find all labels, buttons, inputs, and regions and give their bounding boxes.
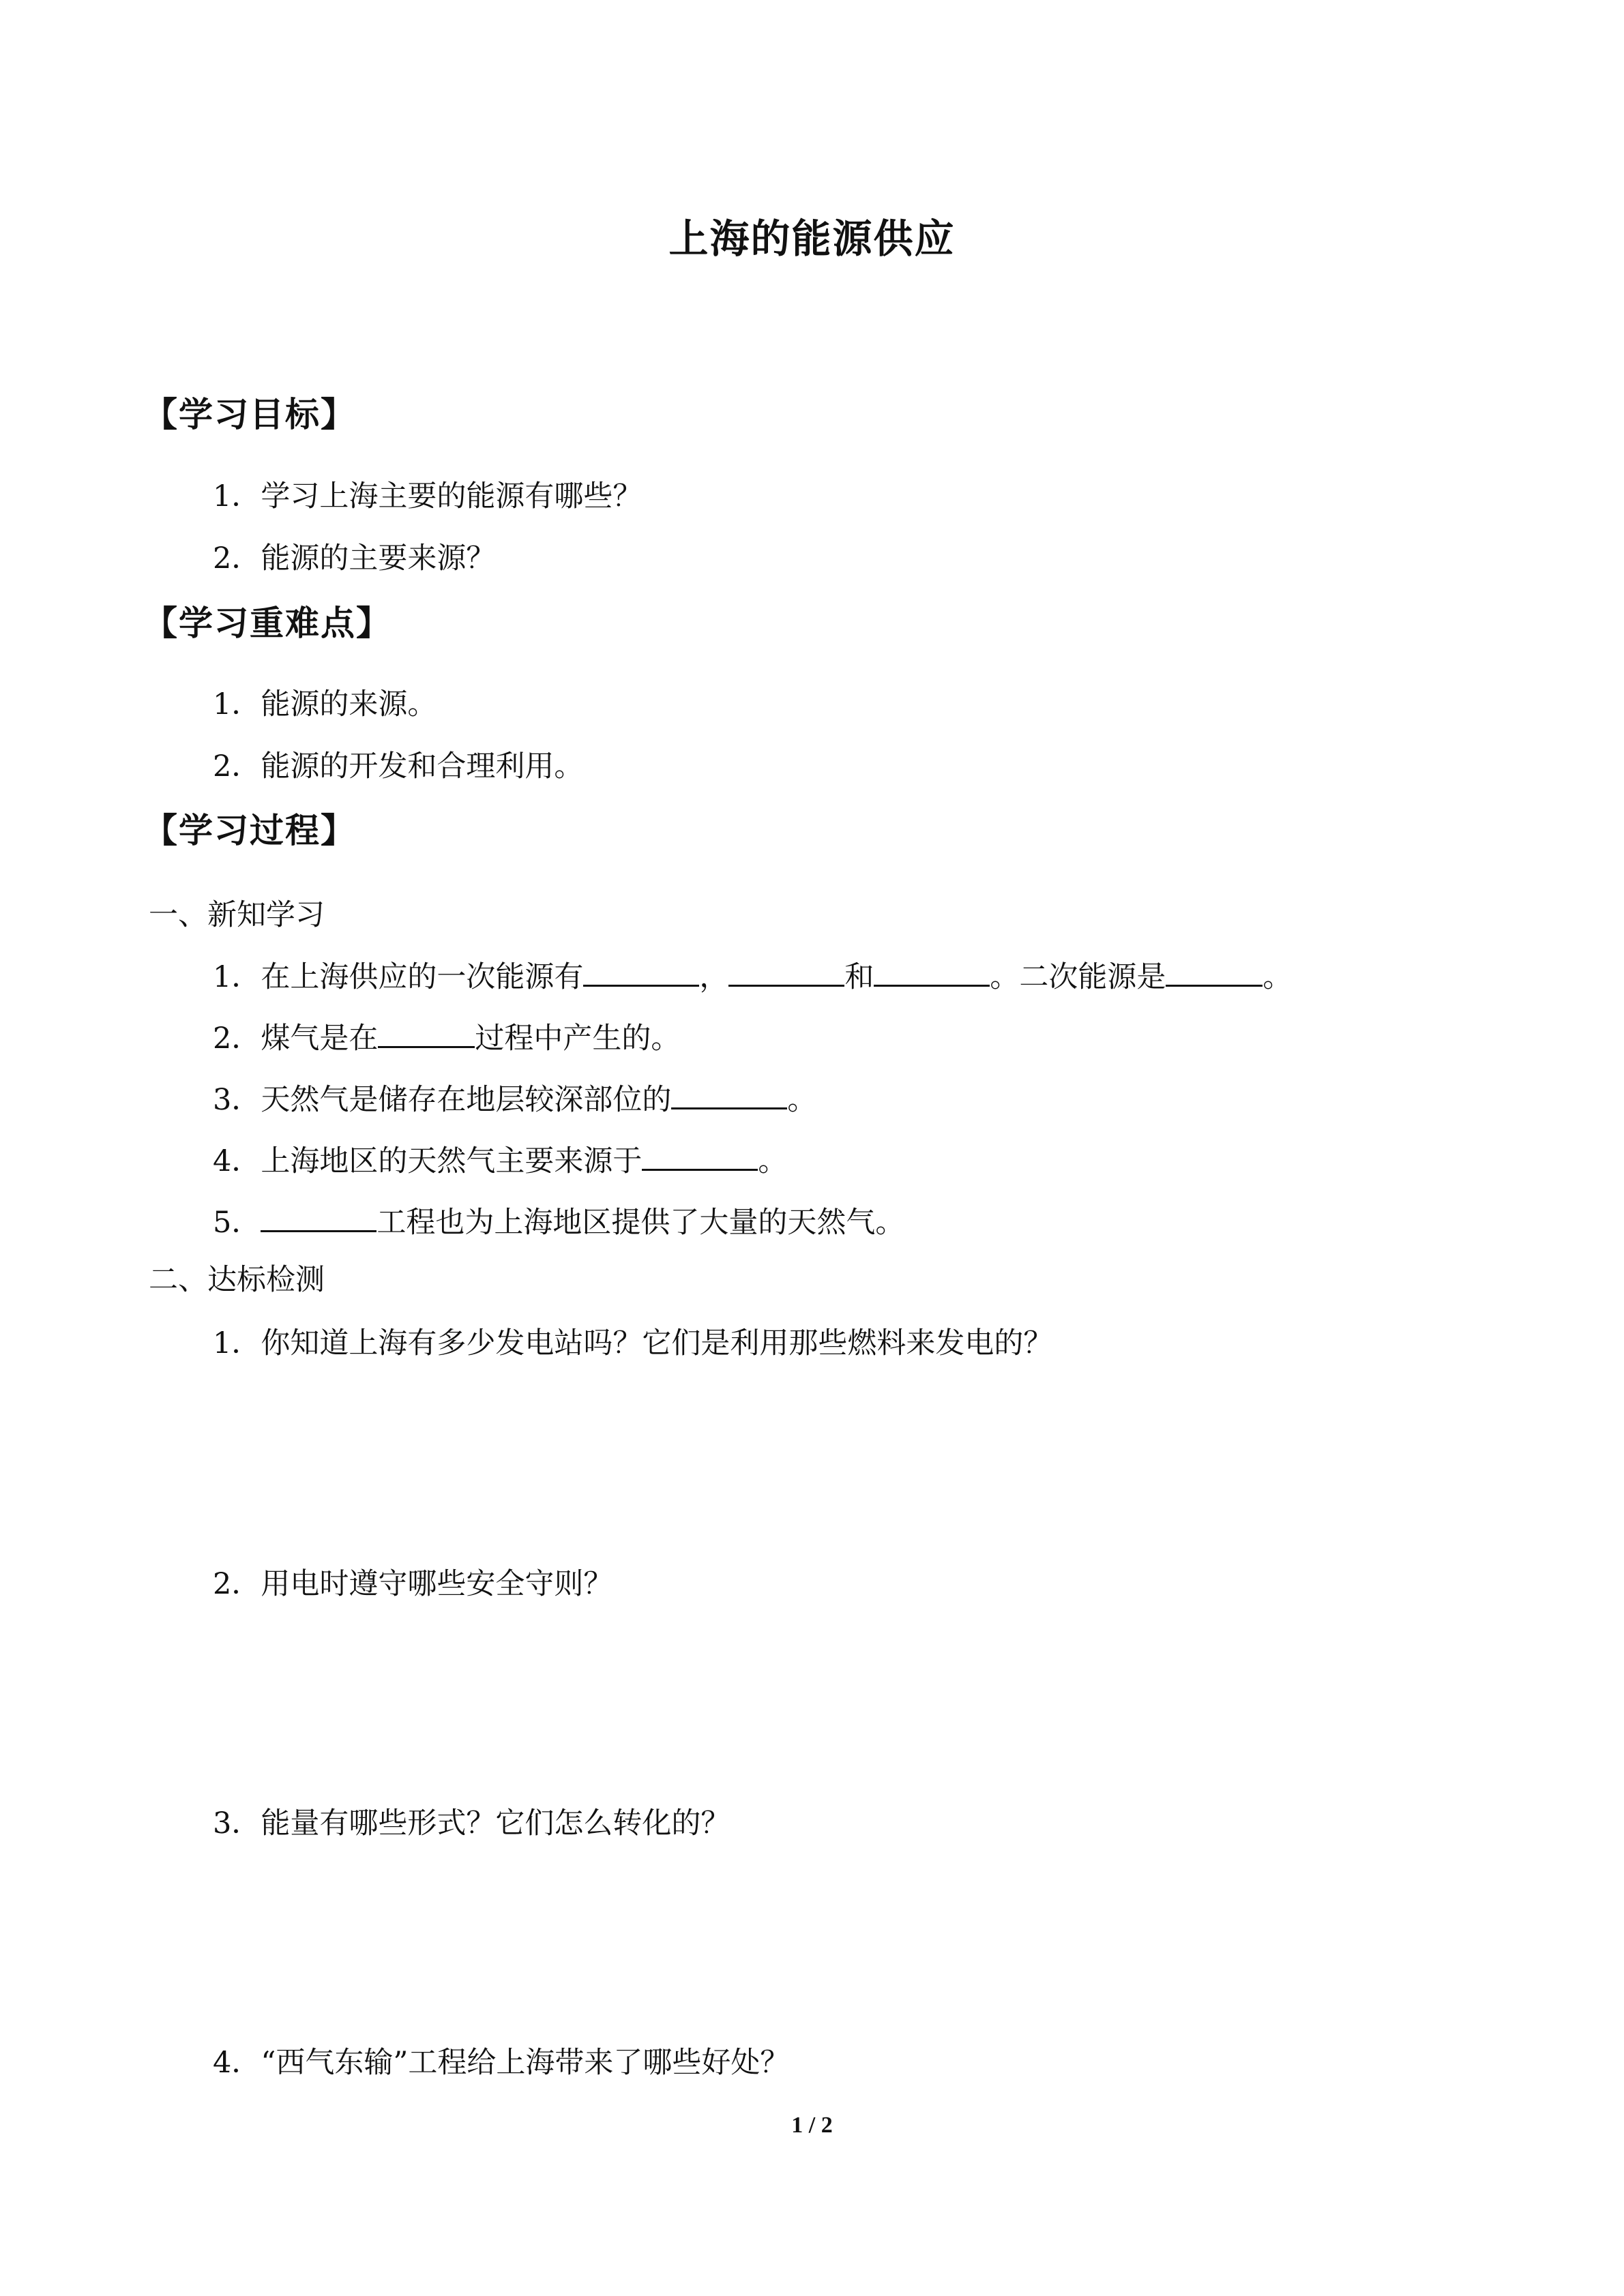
objective-item-1: 1．学习上海主要的能源有哪些？ <box>213 479 643 513</box>
answer-blank[interactable] <box>642 1139 758 1171</box>
fill-question-5-tail: 工程也为上海地区提供了大量的天然气。 <box>377 1206 905 1240</box>
fill-question-1 <box>213 955 1292 998</box>
separator-text: 。 <box>1263 960 1293 994</box>
fill-question-5-text: 5． <box>213 1206 261 1240</box>
key-point-item-1: 1．能源的来源。 <box>213 687 437 721</box>
fill-question-1-text: 1．在上海供应的一次能源有 <box>213 960 584 994</box>
answer-blank[interactable] <box>671 1077 787 1109</box>
fill-question-3-tail: 。 <box>787 1083 817 1117</box>
separator-text: ， <box>699 960 729 994</box>
fill-question-2-text: 2．煤气是在 <box>213 1022 379 1056</box>
fill-question-2 <box>213 1016 680 1059</box>
objectives-heading: 【学习目标】 <box>143 394 356 434</box>
fill-question-2-tail: 过程中产生的。 <box>475 1022 681 1056</box>
process-heading: 【学习过程】 <box>143 810 356 850</box>
answer-blank[interactable] <box>728 955 844 987</box>
fill-question-4-text: 4．上海地区的天然气主要来源于 <box>213 1144 643 1178</box>
answer-blank[interactable] <box>261 1200 377 1232</box>
assessment-question-2: 2．用电时遵守哪些安全守则？ <box>213 1567 613 1601</box>
key-points-heading: 【学习重难点】 <box>143 603 392 643</box>
answer-blank[interactable] <box>874 955 990 987</box>
fill-question-4-tail: 。 <box>758 1144 788 1178</box>
objective-item-2: 2．能源的主要来源？ <box>213 541 496 576</box>
answer-blank[interactable] <box>378 1016 475 1048</box>
document-title: 上海的能源供应 <box>668 215 956 262</box>
assessment-question-4: 4．“西气东输”工程给上海带来了哪些好处？ <box>213 2046 790 2080</box>
fill-question-5 <box>213 1200 904 1243</box>
page-number: 1 / 2 <box>791 2113 833 2138</box>
assessment-question-1: 1．你知道上海有多少发电站吗？它们是利用那些燃料来发电的？ <box>213 1326 1053 1360</box>
fill-question-3 <box>213 1077 816 1120</box>
key-point-item-2: 2．能源的开发和合理利用。 <box>213 749 584 784</box>
answer-blank[interactable] <box>1166 955 1263 987</box>
assessment-heading: 二、达标检测 <box>149 1263 325 1297</box>
answer-blank[interactable] <box>583 955 699 987</box>
assessment-question-3: 3．能量有哪些形式？它们怎么转化的？ <box>213 1806 730 1840</box>
new-knowledge-heading: 一、新知学习 <box>149 898 325 932</box>
separator-text: 和 <box>844 960 874 994</box>
fill-question-4 <box>213 1139 787 1182</box>
separator-text: 。二次能源是 <box>990 960 1166 994</box>
fill-question-3-text: 3．天然气是储存在地层较深部位的 <box>213 1083 672 1117</box>
